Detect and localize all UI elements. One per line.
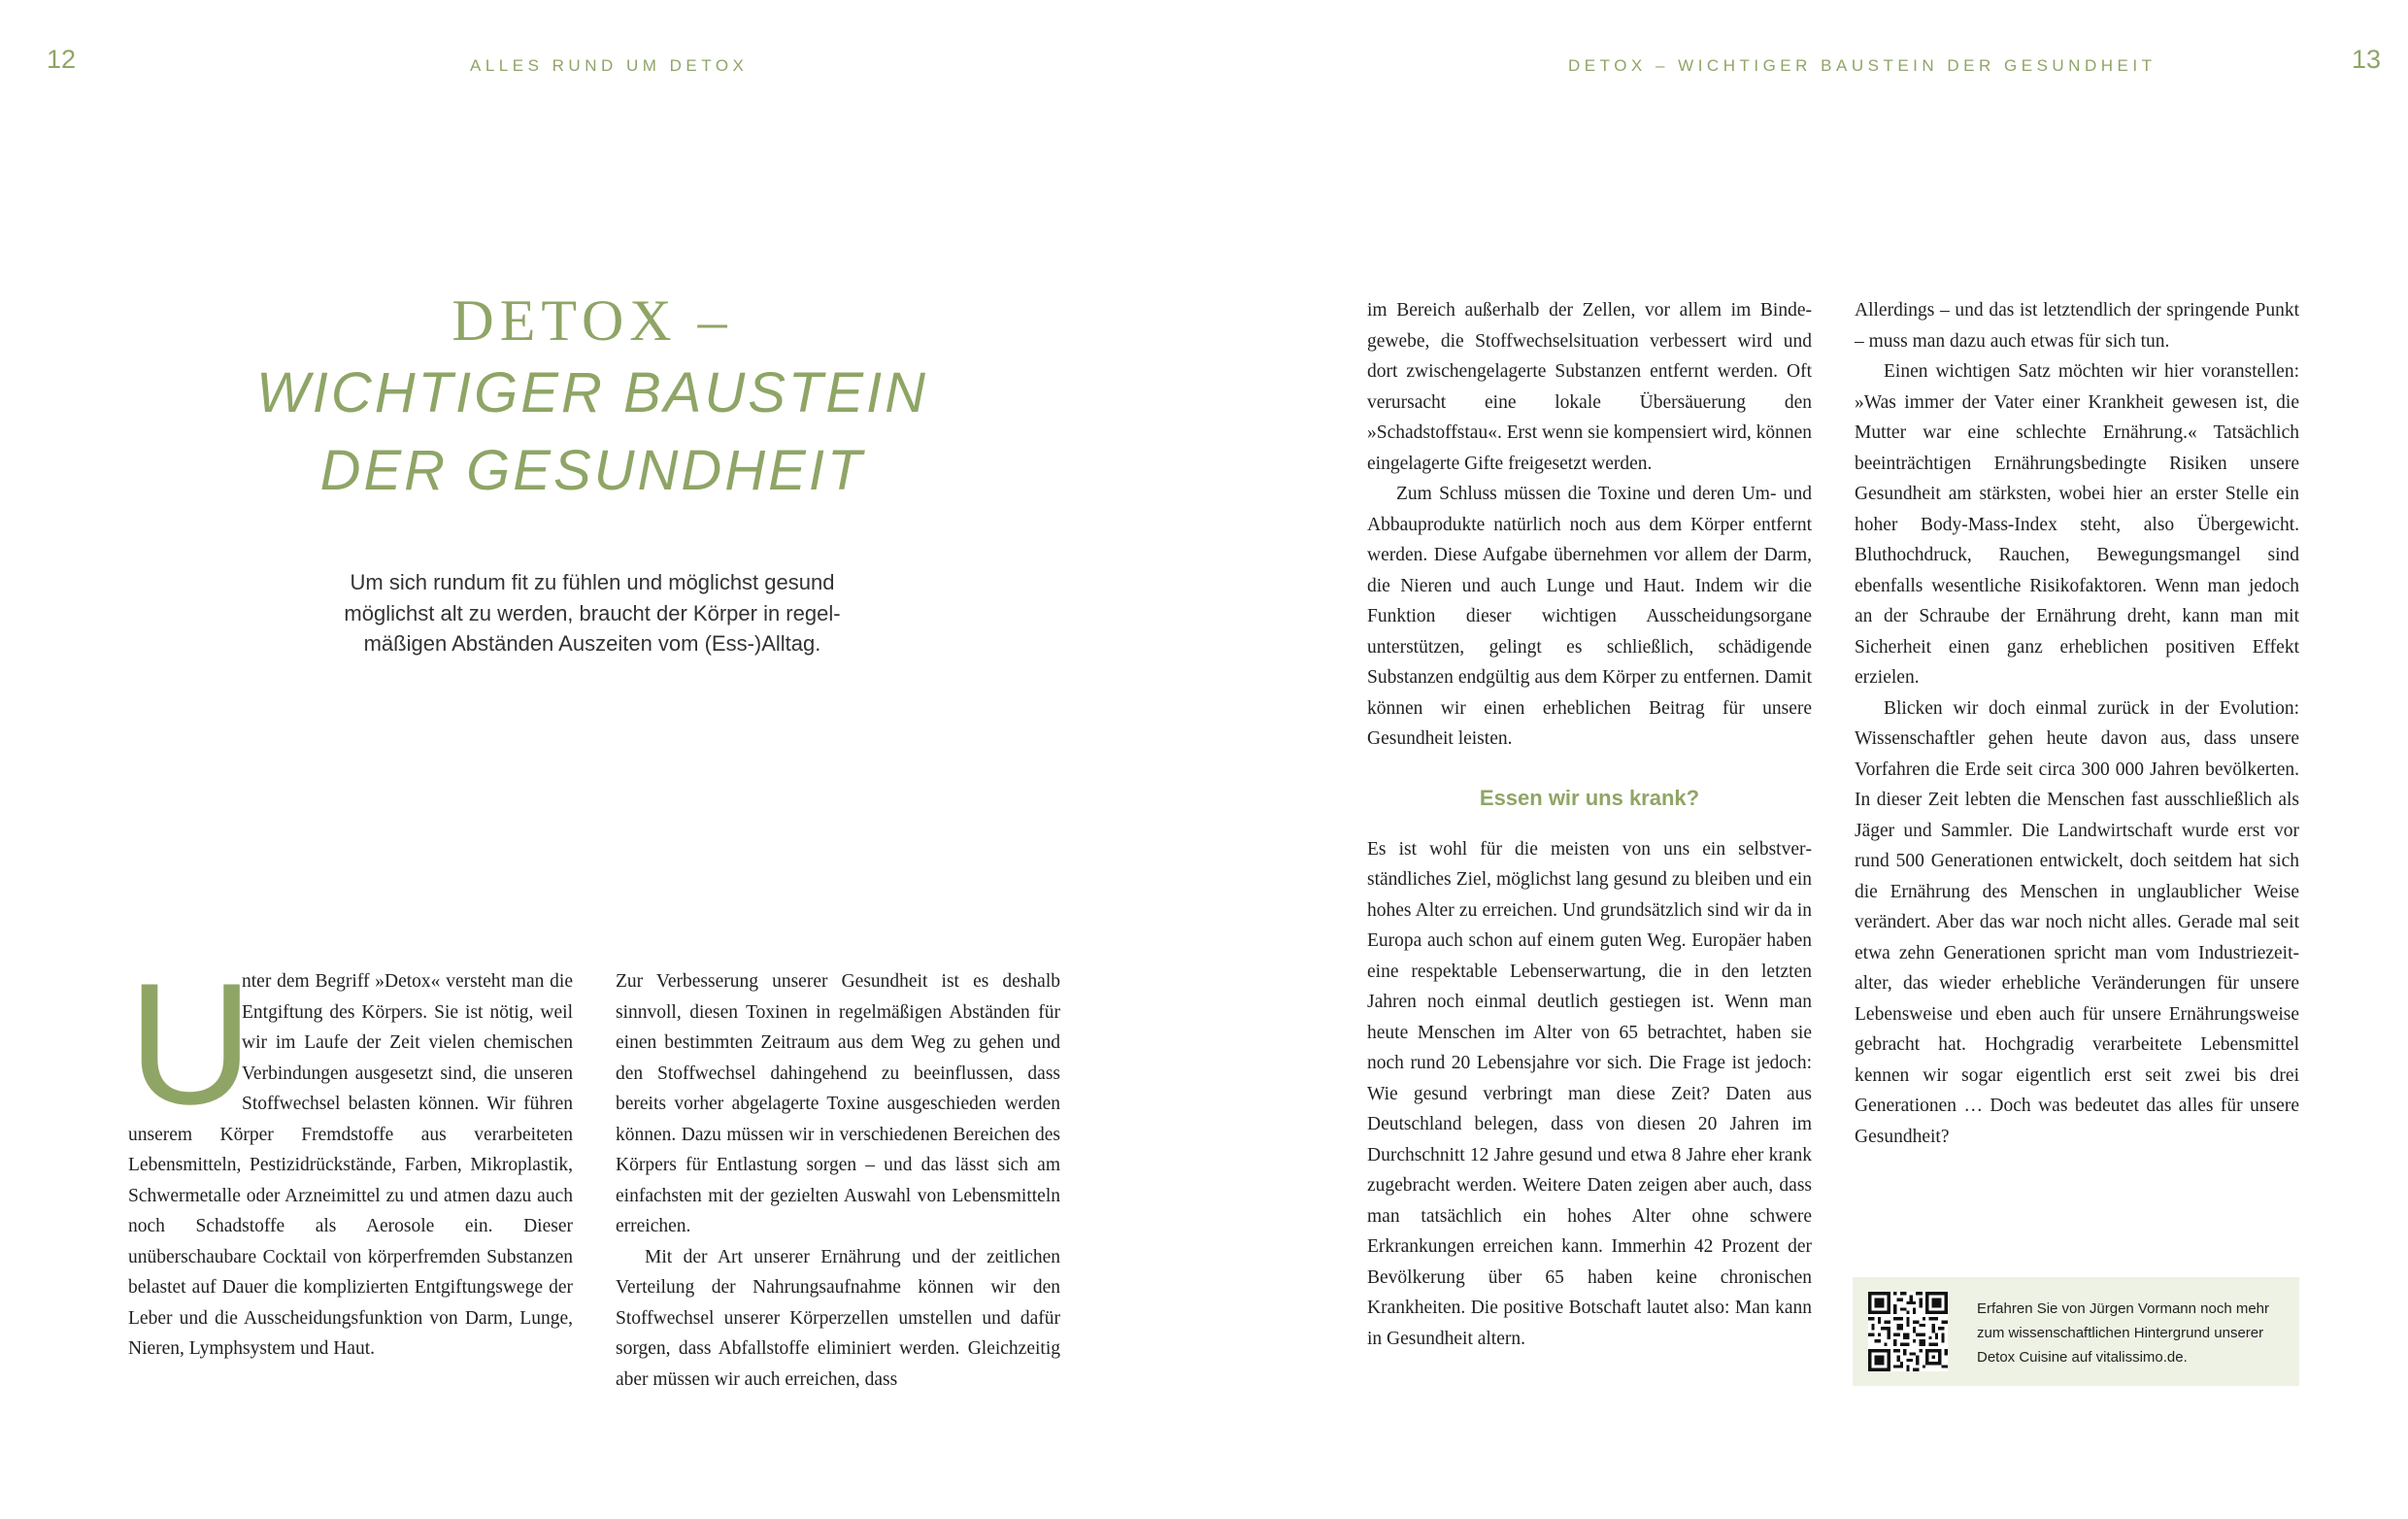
column-2-paragraph-2: Mit der Art unserer Ernährung und der zeitlichen Verteilung der Nahrungsaufnahme können wir den Stoffwechsel unserer Körperzellen umstellen und dafür sorgen, dass Abfallstoffe eliminiert werden. Gleichzeitig aber müssen wir auch erreichen, dass (616, 1246, 1060, 1390)
column-4-paragraph-1: Allerdings – und das ist letztendlich der springende Punkt – muss man dazu auch etwas für sich tun. (1855, 300, 2299, 352)
column-1-text: nter dem Begriff »Detox« versteht man die Entgiftung des Körpers. Sie ist nötig, weil wir im Laufe der Zeit vielen chemischen Verbindungen ausgesetzt sind, die unseren Stoffwechsel belasten können. Wir führen unserem Körper Fremdstoffe aus verarbeiteten Lebensmitteln, Pestizidrückstände, Farben, Mikroplastik, Schwermetalle oder Arzneimittel zu und atmen dazu auch noch Schadstoffe als Aerosole ein. Dieser unüberschaubare Cocktail von körperfremden Substanzen belastet auf Dauer die komplizierten Entgiftungswege der Leber und die Ausscheidungsfunktion von Darm, Lunge, Nieren, Lymphsystem und Haut. (128, 971, 573, 1359)
intro-text: Um sich rundum fit zu fühlen und möglichst gesund möglichst alt zu werden, braucht der Körper in regelmäßigen Abständen Auszeiten vom (Ess-)Alltag. (344, 570, 841, 656)
column-2-paragraph-1: Zur Verbesserung unserer Gesundheit ist es deshalb sinnvoll, diesen Toxinen in regelmäßigen Abständen für einen bestimmten Zeitraum aus dem Weg zu gehen und den Stoffwechsel dahingehend zu beeinflussen, dass bereits vorher abgelagerte Toxine ausgeschieden werden können. Dazu müssen wir in verschiedenen Bereichen des Körpers für Entlastung sorgen – und das lässt sich am einfachsten mit der gezielten Auswahl von Lebensmitteln erreichen. (616, 971, 1060, 1236)
column-1 (128, 947, 573, 1365)
column-3-paragraph-2: Zum Schluss müssen die Toxine und deren Um- und Abbauprodukte natürlich noch aus dem Körper entfernt werden. Diese Aufgabe übernehmen vor allem der Darm, die Nieren und auch Lunge und Haut. Indem wir die Funktion dieser wichtigen Ausscheidungsorgane unterstützen, gelingt es schließlich, schädigende Substanzen endgültig aus dem Körper zu entfernen. Damit können wir einen erheblichen Beitrag für unsere Gesundheit leisten. (1367, 484, 1812, 749)
drop-cap: U (128, 947, 253, 1140)
column-2 (616, 966, 1060, 1395)
running-head-right: DETOX – WICHTIGER BAUSTEIN DER GESUNDHEIT (1568, 56, 2157, 75)
subheading: Essen wir uns krank? (1479, 785, 1700, 810)
chapter-title (223, 287, 961, 510)
title-line-3: DER GESUNDHEIT (319, 439, 865, 502)
column-4-paragraph-3: Blicken wir doch einmal zurück in der Evolution: Wissenschaftler gehen heute davon aus, dass unsere Vorfahren die Erde seit circa 300 000 Jahren bevölkerten. In dieser Zeit lebten die Menschen fast ausschließlich als Jäger und Sammler. Die Landwirtschaft wurde erst vor rund 500 Generationen entwickelt, doch seitdem hat sich die Ernährung des Menschen in unglaublicher Weise verändert. Aber das war noch nicht alles. Gerade mal seit etwa zehn Generationen spricht man vom Industriezeitalter, das wieder erhebliche Veränderungen für unsere Lebensweise und eben auch für unsere Ernährungsweise gebracht hat. Hochgradig verarbeitete Lebensmittel kennen wir sogar eigentlich erst seit zwei bis drei Generationen … Doch was bedeutet das alles für unsere Gesundheit? (1855, 697, 2299, 1147)
column-3 (1367, 295, 1812, 1354)
page-number-right: 13 (2352, 45, 2382, 74)
column-3-paragraph-3: Es ist wohl für die meisten von uns ein selbstverständliches Ziel, möglichst lang gesund zu bleiben und ein hohes Alter zu erreichen. Und grundsätzlich sind wir da in Europa auch schon auf einem guten Weg. Europäer haben eine respektable Lebenserwartung, die in den letzten Jahren noch einmal deutlich gestiegen ist. Wenn man heute Menschen im Alter von 65 betrachtet, haben sie noch rund 20 Lebensjahre vor sich. Die Frage ist jedoch: Wie gesund verbringt man diese Zeit? Daten aus Deutschland belegen, dass von diesen 20 Jahren im Durchschnitt 12 Jahre gesund und etwa 8 Jahre eher krank zugebracht werden. Weitere Daten zeigen aber auch, dass man tatsächlich ein hohes Alter ohne schwere Erkrankungen erreichen kann. Immerhin 42 Prozent der Bevölkerung über 65 haben keine chronischen Krankheiten. Die positive Botschaft lautet also: Man kann in Gesundheit altern. (1367, 838, 1812, 1349)
column-4 (1855, 295, 2299, 1152)
qr-info-text: Erfahren Sie von Jürgen Vormann noch mehr zum wissenschaftlichen Hintergrund unserer Detox Cuisine auf vitalissimo.de. (1977, 1300, 2270, 1366)
column-4-paragraph-2: Einen wichtigen Satz möchten wir hier voranstellen: »Was immer der Vater einer Krankheit gewesen ist, die Mutter war eine schlechte Ernährung.« Tatsächlich beeinträchtigen Ernährungsbedingte Risiken unsere Gesundheit am stärksten, wobei hier an erster Stelle ein hoher Body-Mass-Index steht, also Übergewicht. Bluthochdruck, Rauchen, Bewegungsmangel sind ebenfalls wesentliche Risikofaktoren. Wenn man jedoch an der Schraube der Ernährung dreht, kann man mit Sicherheit einen ganz erheblichen positiven Effekt erzielen. (1855, 361, 2299, 688)
page-number-left: 12 (47, 45, 77, 74)
qr-code-icon[interactable] (1868, 1292, 1948, 1371)
running-head-left: ALLES RUND UM DETOX (470, 56, 749, 75)
column-3-paragraph-1: im Bereich außerhalb der Zellen, vor allem im Bindegewebe, die Stoffwechselsituation verbessert wird und dort zwischengelagerte Substanzen entfernt werden. Oft verursacht eine lokale Übersäuerung den »Schadstoffstau«. Erst wenn sie kompensiert wird, können eingelagerte Gifte freigesetzt werden. (1367, 300, 1812, 474)
qr-info-box (1853, 1277, 2299, 1386)
title-line-2: WICHTIGER BAUSTEIN (255, 361, 929, 424)
title-line-1: DETOX – (452, 288, 733, 353)
